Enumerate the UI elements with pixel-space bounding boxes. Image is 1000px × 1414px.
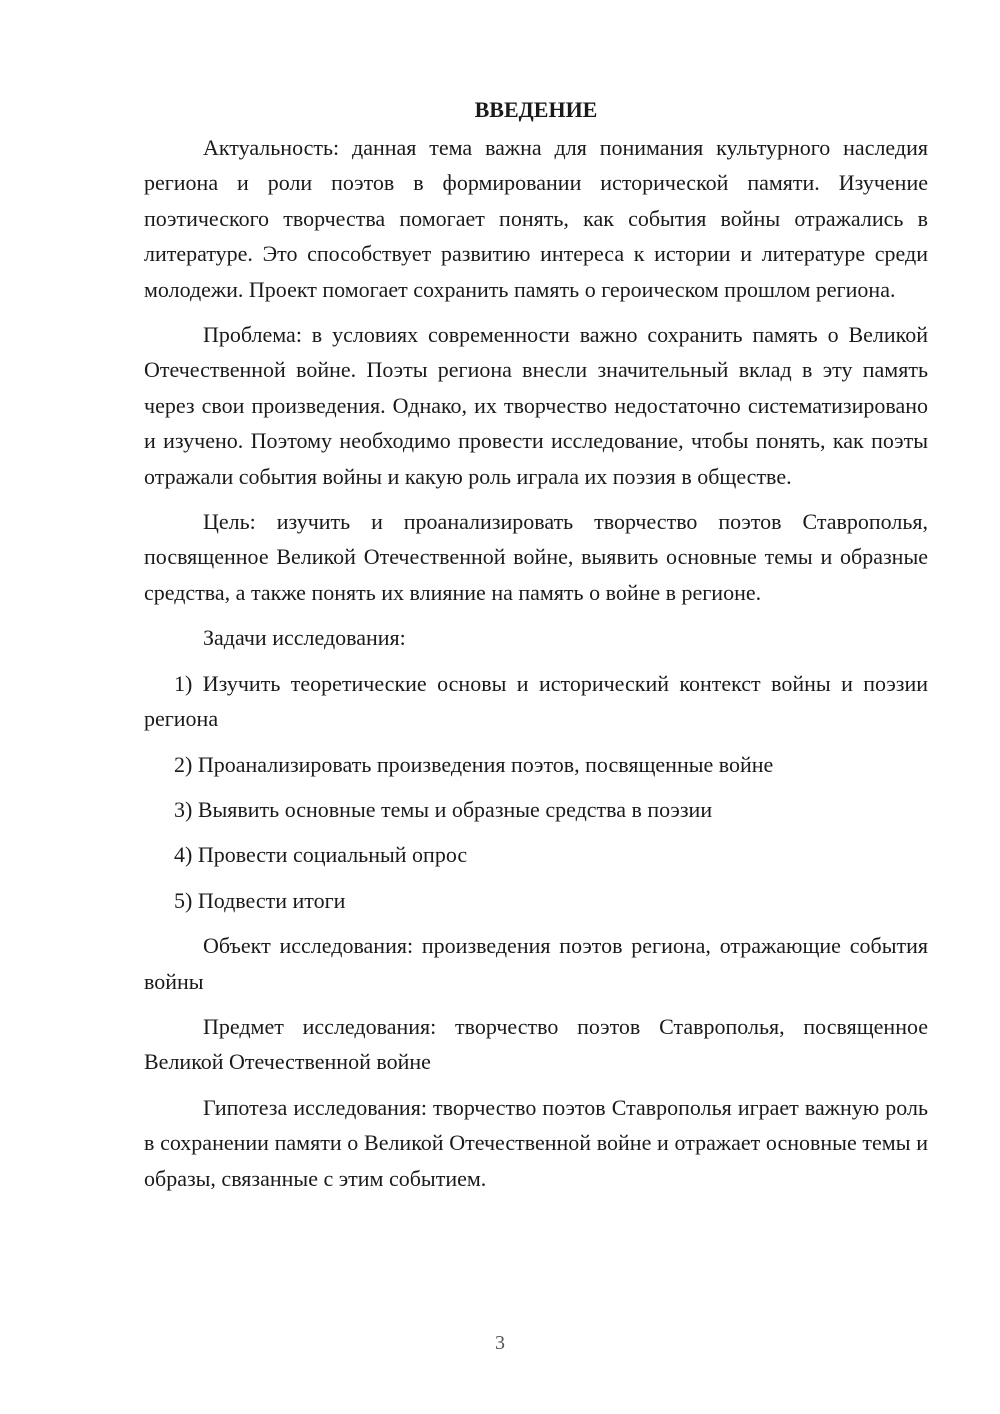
object-paragraph: Объект исследования: произведения поэтов региона, отражающие события войны <box>144 933 928 994</box>
page-title: ВВЕДЕНИЕ <box>474 97 598 122</box>
page-number: 3 <box>495 1332 505 1354</box>
goal-paragraph: Цель: изучить и проанализировать творчество поэтов Ставрополья, посвященное Великой Отечественной войне, выявить основные темы и образные средства, а также понять их влияние на память о войне в регионе. <box>144 509 928 605</box>
document-page <box>144 92 928 1196</box>
task-item-4: 4) Провести социальный опрос <box>174 842 468 868</box>
task-item-5: 5) Подвести итоги <box>174 887 346 913</box>
task-item-1: 1) Изучить теоретические основы и исторический контекст войны и поэзии региона <box>144 670 928 732</box>
subject-paragraph: Предмет исследования: творчество поэтов Ставрополья, посвященное Великой Отечественной войне <box>144 1013 928 1075</box>
problem-paragraph: Проблема: в условиях современности важно сохранить память о Великой Отечественной войне. Поэты региона внесли значительный вклад в эту память через свои произведения. Однако, их творчество недостаточно систематизировано и изучено. Поэтому необходимо провести исследование, чтобы понять, как поэты отражали события войны и какую роль играла их поэзия в обществе. <box>144 322 928 489</box>
tasks-heading: Задачи исследования: <box>203 625 406 651</box>
task-item-3: 3) Выявить основные темы и образные средства в поэзии <box>174 796 713 822</box>
relevance-paragraph: Актуальность: данная тема важна для понимания культурного наследия региона и роли поэтов в формировании исторической памяти. Изучение поэтического творчества помогает понять, как события войны отражались в литературе. Это способствует развитию интереса к истории и литературе среди молодежи. Проект помогает сохранить память о героическом прошлом региона. <box>144 135 928 302</box>
task-item-2: 2) Проанализировать произведения поэтов, посвященные войне <box>174 751 774 777</box>
hypothesis-paragraph: Гипотеза исследования: творчество поэтов Ставрополья играет важную роль в сохранении памяти о Великой Отечественной войне и отражает основные темы и образы, связанные с этим событием. <box>144 1094 928 1191</box>
